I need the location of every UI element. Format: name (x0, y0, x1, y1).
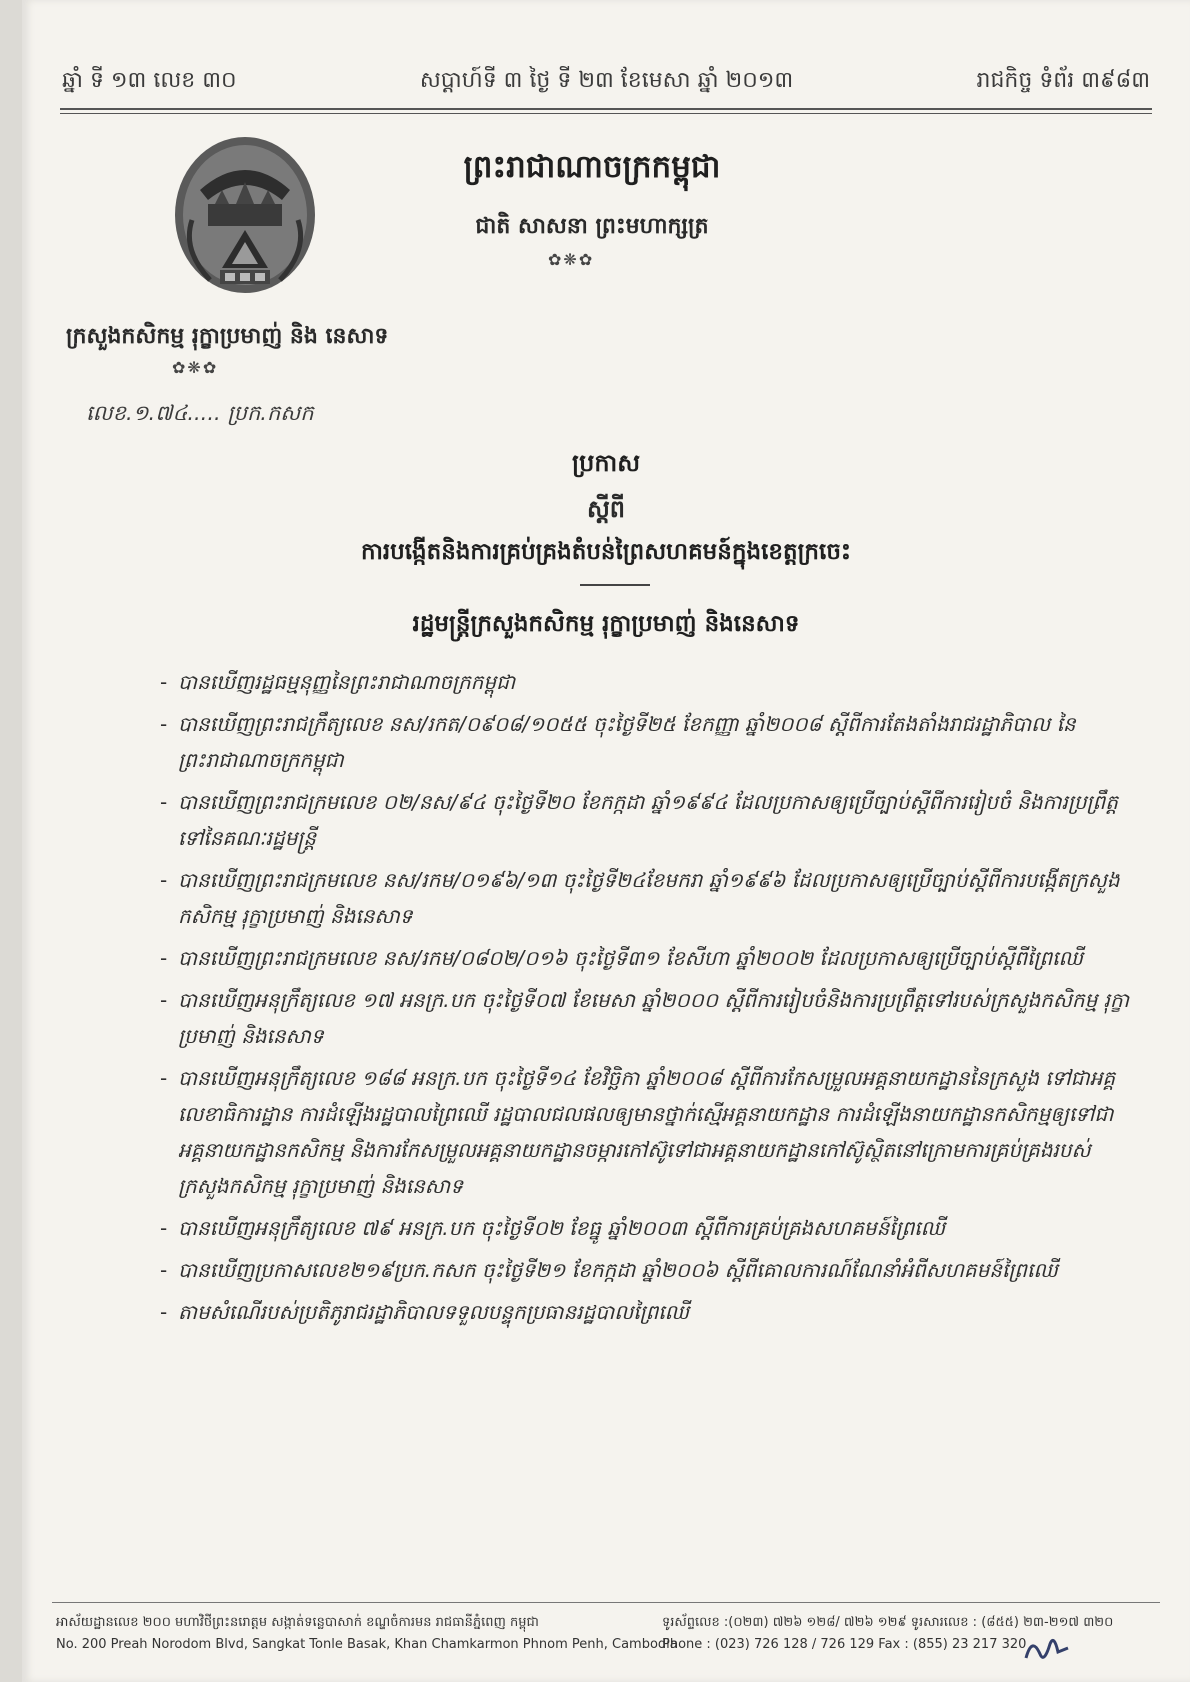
preamble-clause: - បានឃើញរដ្ឋធម្មនុញ្ញនៃព្រះរាជាណាចក្រកម្ពុជា (160, 670, 516, 694)
issuer-title: រដ្ឋមន្ត្រីក្រសួងកសិកម្ម រុក្ខាប្រមាញ់ និងនេសាទ (412, 611, 800, 637)
preamble-clause: - បានឃើញព្រះរាជក្រមលេខ ០២/នស/៩៤ ចុះថ្ងៃទី២០ ខែកក្កដា ឆ្នាំ១៩៩៤ ដែលប្រកាសឲ្យប្រើច្បាប់ស្តីពីការរៀបចំ និងការប្រព្រឹត្តទៅនៃគណៈរដ្ឋមន្ត្រី (160, 790, 1118, 850)
preamble-clause: - បានឃើញអនុក្រឹត្យលេខ ៧៩ អនក្រ.បក ចុះថ្ងៃទី០២ ខែធ្នូ ឆ្នាំ២០០៣ ស្តីពីការគ្រប់គ្រងសហគមន៍ព្រៃឈើ (160, 1216, 946, 1240)
ornament-icon: ✿❋✿ (172, 358, 219, 377)
ministry-emblem-icon (170, 130, 320, 300)
address-khmer: អាស័យដ្ឋានលេខ ២០០ មហាវិថីព្រះនរោត្តម សង្កាត់ទន្លេបាសាក់ ខណ្ឌចំការមន រាជធានីភ្នំពេញ កម្ពុជា (56, 1615, 539, 1630)
preamble-clause: - បានឃើញអនុក្រឹត្យលេខ ១៨៨ អនក្រ.បក ចុះថ្ងៃទី១៤ ខែវិច្ឆិកា ឆ្នាំ២០០៨ ស្តីពីការកែសម្រួលអគ្គនាយកដ្ឋាននៃក្រសួង ទៅជាអគ្គលេខាធិការដ្ឋាន ការដំឡើងរដ្ឋបាលព្រៃឈើ រដ្ឋបាលជលផលឲ្យមានថ្នាក់ស្មើអគ្គនាយកដ្ឋាន ការដំឡើងនាយកដ្ឋានកសិកម្មឲ្យទៅជាអគ្គនាយកដ្ឋានកសិកម្ម និងការកែសម្រួលអគ្គនាយកដ្ឋានចម្ការកៅស៊ូទៅជាអគ្គនាយកដ្ឋានកៅស៊ូស្ថិតនៅក្រោមការគ្រប់គ្រងរបស់ក្រសួងកសិកម្ម រុក្ខាប្រមាញ់ និងនេសាទ (160, 1066, 1116, 1198)
national-motto: ជាតិ សាសនា ព្រះមហាក្សត្រ (475, 214, 709, 239)
phone-english: Phone : (023) 726 128 / 726 129 Fax : (855) 23 217 320 (662, 1637, 1027, 1652)
issue-number: ឆ្នាំ ទី ១៣ លេខ ៣០ (62, 68, 237, 93)
issue-date: សប្តាហ៍ទី ៣ ថ្ងៃ ទី ២៣ ខែមេសា ឆ្នាំ ២០១៣ (419, 68, 794, 93)
reference-number: លេខ.១.៧៤..... ប្រក.កសក (86, 401, 314, 425)
header-rule (60, 108, 1152, 110)
preamble-clause: - បានឃើញអនុក្រឹត្យលេខ ១៧ អនក្រ.បក ចុះថ្ងៃទី០៧ ខែមេសា ឆ្នាំ២០០០ ស្តីពីការរៀបចំនិងការប្រព្រឹត្តទៅរបស់ក្រសួងកសិកម្ម រុក្ខាប្រមាញ់ និងនេសាទ (160, 988, 1130, 1048)
ornament-icon: ✿❋✿ (548, 250, 595, 269)
document-type: ប្រកាស (571, 449, 641, 477)
phone-khmer: ទូរស័ព្ទលេខ :(០២៣) ៧២៦ ១២៨/ ៧២៦ ១២៩ ទូរសារលេខ : (៨៥៥) ២៣-២១៧ ៣២០ (662, 1615, 1114, 1630)
page-header (62, 66, 1150, 98)
subject-divider (580, 584, 650, 586)
initials-signature-icon (1022, 1630, 1072, 1666)
about-label: ស្តីពី (586, 495, 626, 523)
preamble-clauses (160, 664, 1130, 1336)
preamble-clause: - បានឃើញប្រកាសលេខ២១៩ប្រក.កសក ចុះថ្ងៃទី២១ ខែកក្កដា ឆ្នាំ២០០៦ ស្តីពីគោលការណ៍ណែនាំអំពីសហគមន៍ព្រៃឈើ (160, 1258, 1058, 1282)
address-english: No. 200 Preah Norodom Blvd, Sangkat Tonle Basak, Khan Chamkarmon Phnom Penh, Cambodia (56, 1637, 678, 1652)
header-rule-thin (60, 113, 1152, 114)
kingdom-title: ព្រះរាជាណាចក្រកម្ពុជា (463, 149, 721, 185)
preamble-clause: - បានឃើញព្រះរាជក្រមលេខ នស/រកម/០១៩៦/១៣ ចុះថ្ងៃទី២៤ខែមករា ឆ្នាំ១៩៩៦ ដែលប្រកាសឲ្យប្រើច្បាប់ស្តីពីការបង្កើតក្រសួងកសិកម្ម រុក្ខាប្រមាញ់ និងនេសាទ (160, 868, 1120, 928)
document-subject: ការបង្កើតនិងការគ្រប់គ្រងតំបន់ព្រៃសហគមន៍ក្នុងខេត្តក្រចេះ (360, 539, 852, 565)
document-page (22, 0, 1190, 1682)
footer-address (56, 1612, 678, 1656)
page-number: រាជកិច្ច ទំព័រ ៣៩៨៣ (976, 68, 1150, 93)
preamble-clause: - បានឃើញព្រះរាជក្រឹត្យលេខ នស/រកត/០៩០៨/១០៥៥ ចុះថ្ងៃទី២៥ ខែកញ្ញា ឆ្នាំ២០០៨ ស្តីពីការតែងតាំងរាជរដ្ឋាភិបាល នៃព្រះរាជាណាចក្រកម្ពុជា (160, 712, 1076, 772)
footer-rule (52, 1602, 1160, 1603)
preamble-clause: - តាមសំណើរបស់ប្រតិភូរាជរដ្ឋាភិបាលទទួលបន្ទុកប្រធានរដ្ឋបាលព្រៃឈើ (160, 1300, 690, 1324)
preamble-clause: - បានឃើញព្រះរាជក្រមលេខ នស/រកម/០៨០២/០១៦ ចុះថ្ងៃទី៣១ ខែសីហា ឆ្នាំ២០០២ ដែលប្រកាសឲ្យប្រើច្បាប់ស្តីពីព្រៃឈើ (160, 946, 1083, 970)
ministry-name: ក្រសួងកសិកម្ម រុក្ខាប្រមាញ់ និង នេសាទ (66, 324, 389, 349)
